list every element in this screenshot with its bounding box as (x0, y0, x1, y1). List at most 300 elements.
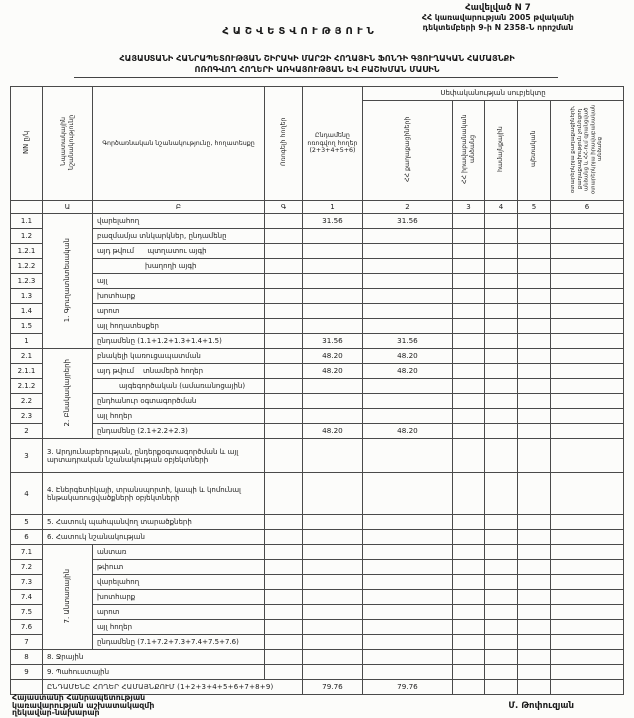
foreign-value-cell (550, 530, 623, 545)
signatory-name: Մ. Թոփուզյան (508, 700, 574, 711)
irrigable-value-cell (264, 349, 302, 364)
row-number-cell: 7.5 (10, 605, 42, 620)
legal-entities-value-cell (452, 650, 484, 665)
total-irrigated-value-cell (302, 530, 362, 545)
foreign-value-cell (550, 590, 623, 605)
irrigable-value-cell (264, 665, 302, 680)
citizens-value-cell: 31.56 (362, 334, 452, 349)
table-row (10, 244, 623, 259)
foreign-value-cell (550, 635, 623, 650)
title-underline-rule (74, 77, 558, 78)
row-label-cell: ընդամենը (2.1+2.2+2.3) (92, 424, 264, 439)
total-irrigated-value-cell (302, 244, 362, 259)
foreign-value-cell (550, 364, 623, 379)
total-irrigated-value-cell (302, 515, 362, 530)
header-row-number (10, 87, 42, 201)
legal-entities-value-cell (452, 620, 484, 635)
header-designation (42, 87, 92, 201)
community-value-cell (484, 545, 517, 560)
report-title-line1: ՀԱՅԱՍՏԱՆԻ ՀԱՆՐԱՊԵՏՈՒԹՅԱՆ ՇԻՐԱԿԻ ՄԱՐԶԻ ՀՈՂԱՅԻՆ ՖՈՆԴԻ ԳՅՈՒՂԱԿԱՆ ՀԱՄԱՅՆՔԻ (119, 53, 515, 63)
letter-cell (10, 201, 42, 214)
row-label-cell: վարելահող (92, 214, 264, 229)
irrigable-value-cell (264, 530, 302, 545)
decree-reference-line2: դեկտեմբերի 9-ի N 2358-Ն որոշման (422, 23, 574, 32)
table-row (10, 409, 623, 424)
row-label-cell: 5. Հատուկ պահպանվող տարածքների (42, 515, 264, 530)
letter-cell: 6 (550, 201, 623, 214)
header-total-irrigated: Ընդամենը ոռոգվող հողեր (2+3+4+5+6) (302, 87, 362, 201)
citizens-value-cell (362, 560, 452, 575)
table-row (10, 334, 623, 349)
table-row (10, 424, 623, 439)
table-row (10, 229, 623, 244)
total-irrigated-value-cell: 31.56 (302, 214, 362, 229)
citizens-value-cell (362, 274, 452, 289)
community-value-cell (484, 575, 517, 590)
irrigable-value-cell (264, 364, 302, 379)
header-community-label: համայնքային (497, 126, 505, 173)
row-label-cell: 3. Արդյունաբերության, ընդերքօգտագործման և այլ արտադրական նշանակության օբյեկտների (42, 439, 264, 473)
foreign-value-cell (550, 575, 623, 590)
foreign-value-cell (550, 289, 623, 304)
letter-cell: Գ (264, 201, 302, 214)
section-label-cell (42, 214, 92, 349)
community-value-cell (484, 394, 517, 409)
foreign-value-cell (550, 515, 623, 530)
row-number-cell: 2.2 (10, 394, 42, 409)
legal-entities-value-cell (452, 229, 484, 244)
legal-entities-value-cell (452, 334, 484, 349)
community-value-cell (484, 515, 517, 530)
irrigable-value-cell (264, 650, 302, 665)
total-irrigated-value-cell: 48.20 (302, 424, 362, 439)
legal-entities-value-cell (452, 439, 484, 473)
letter-cell: 1 (302, 201, 362, 214)
signature-block (12, 694, 622, 717)
total-irrigated-value-cell (302, 319, 362, 334)
foreign-value-cell (550, 424, 623, 439)
irrigable-value-cell (264, 424, 302, 439)
citizens-value-cell (362, 530, 452, 545)
community-value-cell (484, 364, 517, 379)
header-state-label: պետական (530, 130, 538, 168)
legal-entities-value-cell (452, 349, 484, 364)
row-label-cell: այդ թվում տնամերձ հողեր (92, 364, 264, 379)
state-value-cell (517, 545, 550, 560)
letter-cell: 5 (517, 201, 550, 214)
community-value-cell (484, 349, 517, 364)
citizens-value-cell: 48.20 (362, 349, 452, 364)
row-label-cell: թփուտ (92, 560, 264, 575)
total-irrigated-value-cell (302, 620, 362, 635)
header-community (484, 101, 517, 201)
table-row (10, 620, 623, 635)
row-label-cell: 6. Հատուկ նշանակության (42, 530, 264, 545)
state-value-cell (517, 319, 550, 334)
foreign-value-cell (550, 379, 623, 394)
community-value-cell (484, 244, 517, 259)
header-ownership-subject: Սեփականության սուբյեկտը (362, 87, 623, 101)
row-number-cell: 9 (10, 665, 42, 680)
total-irrigated-value-cell: 79.76 (302, 680, 362, 695)
table-row (10, 364, 623, 379)
table-row (10, 545, 623, 560)
table-row (10, 319, 623, 334)
state-value-cell (517, 605, 550, 620)
citizens-value-cell (362, 650, 452, 665)
table-row (10, 575, 623, 590)
table-row (10, 439, 623, 473)
foreign-value-cell (550, 214, 623, 229)
header-irrigable-label: Ոռոգելի հողեր (279, 117, 287, 167)
row-number-cell: 7.4 (10, 590, 42, 605)
community-value-cell (484, 409, 517, 424)
state-value-cell (517, 560, 550, 575)
decree-reference-line1: ՀՀ կառավարության 2005 թվականի (421, 13, 574, 22)
row-number-cell: 7.1 (10, 545, 42, 560)
header-irrigable (264, 87, 302, 201)
foreign-value-cell (550, 244, 623, 259)
legal-entities-value-cell (452, 545, 484, 560)
section-label: 7. Անտառային (63, 568, 72, 624)
table-row (10, 394, 623, 409)
header-row-top (10, 87, 623, 101)
state-value-cell (517, 259, 550, 274)
citizens-value-cell (362, 289, 452, 304)
state-value-cell (517, 680, 550, 695)
irrigable-value-cell (264, 635, 302, 650)
state-value-cell (517, 620, 550, 635)
irrigable-value-cell (264, 259, 302, 274)
legal-entities-value-cell (452, 590, 484, 605)
row-label-cell: անտառ (92, 545, 264, 560)
legal-entities-value-cell (452, 409, 484, 424)
community-value-cell (484, 650, 517, 665)
legal-entities-value-cell (452, 515, 484, 530)
row-label-cell: ընդամենը (1.1+1.2+1.3+1.4+1.5) (92, 334, 264, 349)
state-value-cell (517, 575, 550, 590)
foreign-value-cell (550, 620, 623, 635)
document-header (0, 0, 634, 86)
citizens-value-cell: 48.20 (362, 424, 452, 439)
state-value-cell (517, 244, 550, 259)
community-value-cell (484, 620, 517, 635)
header-row-number-label: NN ը/կ (22, 130, 31, 154)
citizens-value-cell (362, 394, 452, 409)
table-row (10, 349, 623, 364)
table-row (10, 605, 623, 620)
legal-entities-value-cell (452, 289, 484, 304)
community-value-cell (484, 635, 517, 650)
row-number-cell: 8 (10, 650, 42, 665)
state-value-cell (517, 590, 550, 605)
foreign-value-cell (550, 229, 623, 244)
foreign-value-cell (550, 274, 623, 289)
section-label: 2. Բնակավայրերի (63, 358, 72, 427)
citizens-value-cell (362, 439, 452, 473)
community-value-cell (484, 229, 517, 244)
letter-cell: 2 (362, 201, 452, 214)
row-number-cell: 2.1.2 (10, 379, 42, 394)
table-row (10, 289, 623, 304)
total-irrigated-value-cell: 48.20 (302, 364, 362, 379)
irrigable-value-cell (264, 575, 302, 590)
irrigable-value-cell (264, 334, 302, 349)
community-value-cell (484, 289, 517, 304)
legal-entities-value-cell (452, 605, 484, 620)
appendix-number: Հավելված N 7 (465, 3, 531, 13)
state-value-cell (517, 665, 550, 680)
foreign-value-cell (550, 319, 623, 334)
community-value-cell (484, 379, 517, 394)
community-value-cell (484, 274, 517, 289)
foreign-value-cell (550, 334, 623, 349)
citizens-value-cell: 48.20 (362, 364, 452, 379)
state-value-cell (517, 214, 550, 229)
signatory-title-line: ղեկավար-նախարար (12, 708, 100, 718)
irrigable-value-cell (264, 590, 302, 605)
row-label-cell: այլ հողեր (92, 620, 264, 635)
total-irrigated-value-cell (302, 439, 362, 473)
header-designation-label: Նպատակային նշանակությունը (59, 114, 75, 170)
section-label: 1. Գյուղատնտեսական (63, 237, 72, 323)
total-irrigated-value-cell (302, 409, 362, 424)
citizens-value-cell (362, 635, 452, 650)
section-label-cell (42, 349, 92, 439)
row-number-cell: 1.2.2 (10, 259, 42, 274)
foreign-value-cell (550, 409, 623, 424)
state-value-cell (517, 473, 550, 515)
legal-entities-value-cell (452, 665, 484, 680)
legal-entities-value-cell (452, 575, 484, 590)
section-label-cell (42, 545, 92, 650)
community-value-cell (484, 473, 517, 515)
citizens-value-cell (362, 473, 452, 515)
table-row (10, 259, 623, 274)
row-label-cell: 4. Էներգետիկայի, տրանսպորտի, կապի և կոմունալ ենթակառուցվածքների օբյեկտների (42, 473, 264, 515)
foreign-value-cell (550, 439, 623, 473)
row-label-cell: ԸՆԴԱՄԵՆԸ ՀՈՂԵՐ ՀԱՄԱՅՆՔՈՒՄ (1+2+3+4+5+6+7+8+9) (42, 680, 302, 695)
community-value-cell (484, 334, 517, 349)
citizens-value-cell (362, 304, 452, 319)
row-number-cell: 7 (10, 635, 42, 650)
legal-entities-value-cell (452, 274, 484, 289)
row-number-cell: 1.4 (10, 304, 42, 319)
state-value-cell (517, 274, 550, 289)
foreign-value-cell (550, 473, 623, 515)
citizens-value-cell (362, 605, 452, 620)
letter-cell: Բ (92, 201, 264, 214)
row-number-cell: 7.2 (10, 560, 42, 575)
row-label-cell: վարելահող (92, 575, 264, 590)
irrigable-value-cell (264, 409, 302, 424)
state-value-cell (517, 530, 550, 545)
signatory-title-line: Հայաստանի Հանրապետության (12, 693, 146, 703)
total-irrigated-value-cell (302, 394, 362, 409)
header-functional-designation: Գործառնական նշանակությունը, հողատեսքը (92, 87, 264, 201)
row-label-cell: բնակելի կառուցապատման (92, 349, 264, 364)
report-heading: ՀԱՇՎԵՏՎՈՒԹՅՈՒՆ (222, 26, 378, 37)
table-row (10, 665, 623, 680)
citizens-value-cell (362, 379, 452, 394)
citizens-value-cell (362, 244, 452, 259)
citizens-value-cell (362, 545, 452, 560)
header-legal-entities (452, 101, 484, 201)
irrigable-value-cell (264, 214, 302, 229)
community-value-cell (484, 439, 517, 473)
total-irrigated-value-cell (302, 650, 362, 665)
row-number-cell: 2.3 (10, 409, 42, 424)
state-value-cell (517, 304, 550, 319)
total-irrigated-value-cell: 48.20 (302, 349, 362, 364)
total-irrigated-value-cell (302, 274, 362, 289)
row-label-cell: բազմամյա տնկարկներ, ընդամենը (92, 229, 264, 244)
row-label-cell: խոտհարք (92, 590, 264, 605)
row-number-cell: 2.1.1 (10, 364, 42, 379)
row-number-cell: 2.1 (10, 349, 42, 364)
foreign-value-cell (550, 560, 623, 575)
foreign-value-cell (550, 259, 623, 274)
table-row (10, 650, 623, 665)
community-value-cell (484, 259, 517, 274)
total-irrigated-value-cell (302, 473, 362, 515)
legal-entities-value-cell (452, 304, 484, 319)
state-value-cell (517, 409, 550, 424)
total-irrigated-value-cell (302, 229, 362, 244)
foreign-value-cell (550, 605, 623, 620)
total-irrigated-value-cell (302, 560, 362, 575)
foreign-value-cell (550, 394, 623, 409)
header-citizens (362, 101, 452, 201)
header-foreign-label: օտարերկրյա քաղաքացիների, քաղաքացիություն չունեցող անձանց և ՀՀ-ում գրանցված օտարերկրյա իրավաբանական անձանց (570, 104, 604, 194)
irrigable-value-cell (264, 304, 302, 319)
irrigable-value-cell (264, 289, 302, 304)
legal-entities-value-cell (452, 560, 484, 575)
irrigable-value-cell (264, 605, 302, 620)
signatory-title (12, 694, 154, 717)
land-report-table (10, 86, 624, 695)
legal-entities-value-cell (452, 319, 484, 334)
state-value-cell (517, 349, 550, 364)
state-value-cell (517, 635, 550, 650)
legal-entities-value-cell (452, 364, 484, 379)
row-label-cell: այլ հողատեսքեր (92, 319, 264, 334)
foreign-value-cell (550, 650, 623, 665)
state-value-cell (517, 334, 550, 349)
foreign-value-cell (550, 304, 623, 319)
row-number-cell: 1.3 (10, 289, 42, 304)
signatory-title-line: կառավարության աշխատակազմի (12, 700, 155, 710)
state-value-cell (517, 650, 550, 665)
legal-entities-value-cell (452, 214, 484, 229)
state-value-cell (517, 379, 550, 394)
letter-cell: 4 (484, 201, 517, 214)
row-number-cell: 7.6 (10, 620, 42, 635)
report-title-line2: ՈՌՈԳՎՈՂ ՀՈՂԵՐԻ ԱՌԿԱՅՈՒԹՅԱՆ ԵՎ ԲԱՇԽՄԱՆ ՄԱՍԻՆ (194, 64, 440, 74)
irrigable-value-cell (264, 439, 302, 473)
letter-cell: Ա (42, 201, 92, 214)
state-value-cell (517, 439, 550, 473)
citizens-value-cell (362, 409, 452, 424)
row-label-cell: 8. Ջրային (42, 650, 264, 665)
table-row (10, 560, 623, 575)
header-state (517, 101, 550, 201)
total-irrigated-value-cell (302, 289, 362, 304)
table-row (10, 214, 623, 229)
row-number-cell: 1.2 (10, 229, 42, 244)
citizens-value-cell (362, 575, 452, 590)
row-label-cell: ընդամենը (7.1+7.2+7.3+7.4+7.5+7.6) (92, 635, 264, 650)
total-irrigated-value-cell (302, 545, 362, 560)
row-number-cell: 1 (10, 334, 42, 349)
legal-entities-value-cell (452, 473, 484, 515)
column-letters-row (10, 201, 623, 214)
row-label-cell: այլ հողեր (92, 409, 264, 424)
citizens-value-cell (362, 590, 452, 605)
community-value-cell (484, 665, 517, 680)
header-legal-entities-label: ՀՀ իրավաբանական անձանց (460, 114, 476, 185)
community-value-cell (484, 304, 517, 319)
total-irrigated-value-cell (302, 665, 362, 680)
state-value-cell (517, 515, 550, 530)
letter-cell: 3 (452, 201, 484, 214)
legal-entities-value-cell (452, 530, 484, 545)
total-irrigated-value-cell (302, 605, 362, 620)
row-number-cell: 4 (10, 473, 42, 515)
table-row (10, 590, 623, 605)
state-value-cell (517, 289, 550, 304)
foreign-value-cell (550, 665, 623, 680)
total-irrigated-value-cell (302, 635, 362, 650)
row-number-cell: 2 (10, 424, 42, 439)
community-value-cell (484, 605, 517, 620)
row-label-cell: 9. Պահուստային (42, 665, 264, 680)
row-number-cell: 6 (10, 530, 42, 545)
state-value-cell (517, 364, 550, 379)
irrigable-value-cell (264, 473, 302, 515)
state-value-cell (517, 394, 550, 409)
header-foreign (550, 101, 623, 201)
citizens-value-cell (362, 665, 452, 680)
community-value-cell (484, 214, 517, 229)
row-number-cell: 3 (10, 439, 42, 473)
legal-entities-value-cell (452, 379, 484, 394)
irrigable-value-cell (264, 274, 302, 289)
legal-entities-value-cell (452, 635, 484, 650)
row-label-cell: այգեգործական (ամառանոցային) (92, 379, 264, 394)
table-row (10, 379, 623, 394)
table-row (10, 274, 623, 289)
row-label-cell: այդ թվում պտղատու այգի (92, 244, 264, 259)
row-number-cell: 1.5 (10, 319, 42, 334)
table-row (10, 635, 623, 650)
community-value-cell (484, 590, 517, 605)
community-value-cell (484, 319, 517, 334)
state-value-cell (517, 424, 550, 439)
row-label-cell: խաղողի այգի (92, 259, 264, 274)
irrigable-value-cell (264, 394, 302, 409)
total-irrigated-value-cell (302, 575, 362, 590)
irrigable-value-cell (264, 229, 302, 244)
total-irrigated-value-cell: 31.56 (302, 334, 362, 349)
irrigable-value-cell (264, 620, 302, 635)
row-label-cell: այլ (92, 274, 264, 289)
community-value-cell (484, 560, 517, 575)
foreign-value-cell (550, 545, 623, 560)
irrigable-value-cell (264, 319, 302, 334)
citizens-value-cell (362, 229, 452, 244)
citizens-value-cell (362, 515, 452, 530)
